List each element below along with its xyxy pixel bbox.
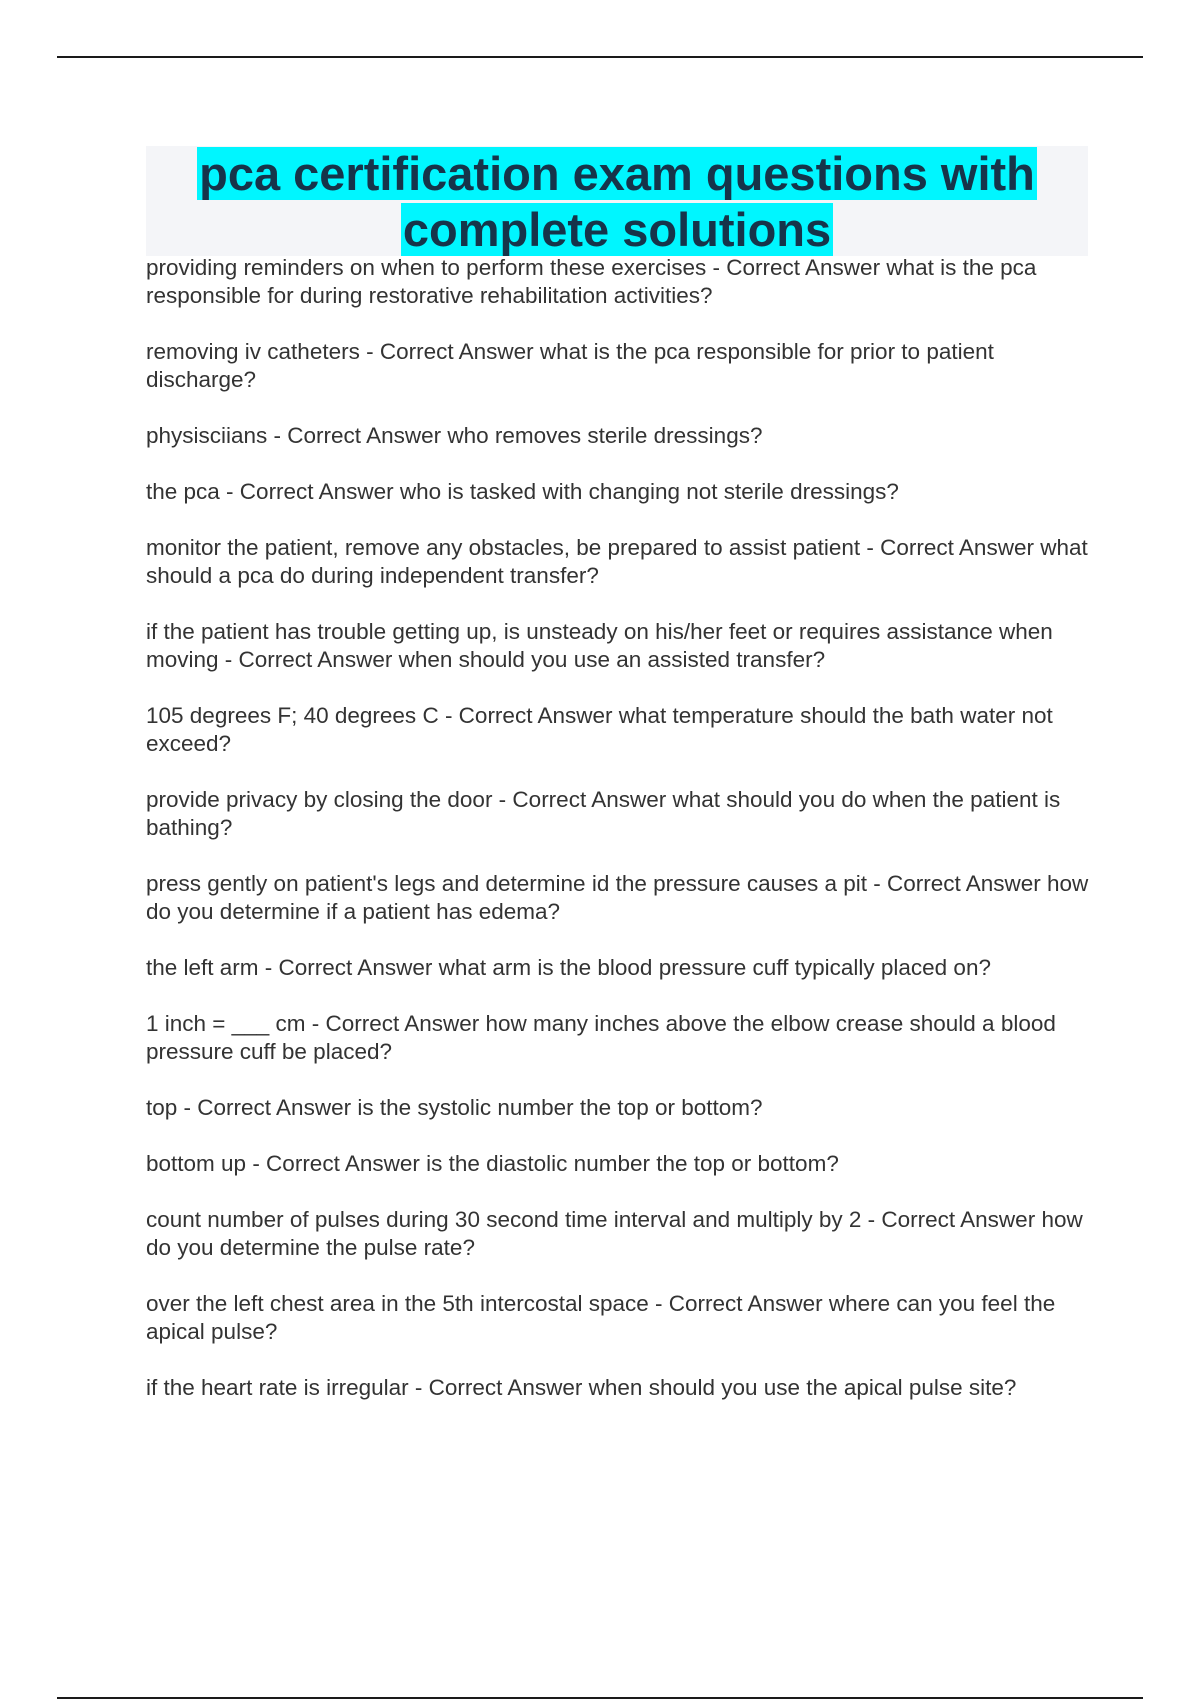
qa-item: over the left chest area in the 5th intercostal space - Correct Answer where can you feel the apical pulse?: [146, 1291, 1056, 1344]
qa-item: if the heart rate is irregular - Correct Answer when should you use the apical pulse site?: [146, 1375, 1017, 1400]
qa-item: bottom up - Correct Answer is the diastolic number the top or bottom?: [146, 1151, 839, 1176]
footer-rule: [57, 1697, 1143, 1699]
qa-item: count number of pulses during 30 second time interval and multiply by 2 - Correct Answer how do you determine the pulse rate?: [146, 1207, 1083, 1260]
document-title-line-1: pca certification exam questions with: [199, 147, 1035, 200]
qa-item: top - Correct Answer is the systolic number the top or bottom?: [146, 1095, 763, 1120]
qa-item: providing reminders on when to perform these exercises - Correct Answer what is the pca responsible for during restorative rehabilitation activities?: [146, 255, 1037, 308]
header-rule: [57, 56, 1143, 58]
qa-item: the pca - Correct Answer who is tasked with changing not sterile dressings?: [146, 479, 899, 504]
qa-item: the left arm - Correct Answer what arm is the blood pressure cuff typically placed on?: [146, 955, 991, 980]
qa-item: 1 inch = ___ cm - Correct Answer how many inches above the elbow crease should a blood pressure cuff be placed?: [146, 1011, 1056, 1064]
qa-item: monitor the patient, remove any obstacles, be prepared to assist patient - Correct Answer what should a pca do during independent transfer?: [146, 535, 1088, 588]
document-title: [146, 146, 1088, 258]
qa-item: if the patient has trouble getting up, is unsteady on his/her feet or requires assistance when moving - Correct Answer when should you use an assisted transfer?: [146, 619, 1053, 672]
qa-item: physisciians - Correct Answer who removes sterile dressings?: [146, 423, 763, 448]
document-title-line-2: complete solutions: [402, 203, 832, 256]
qa-item: 105 degrees F; 40 degrees C - Correct Answer what temperature should the bath water not exceed?: [146, 703, 1053, 756]
qa-list: [146, 254, 1091, 1430]
title-block: [146, 146, 1088, 256]
qa-item: provide privacy by closing the door - Correct Answer what should you do when the patient is bathing?: [146, 787, 1061, 840]
qa-item: removing iv catheters - Correct Answer what is the pca responsible for prior to patient discharge?: [146, 339, 994, 392]
qa-item: press gently on patient's legs and determine id the pressure causes a pit - Correct Answer how do you determine if a patient has edema?: [146, 871, 1089, 924]
